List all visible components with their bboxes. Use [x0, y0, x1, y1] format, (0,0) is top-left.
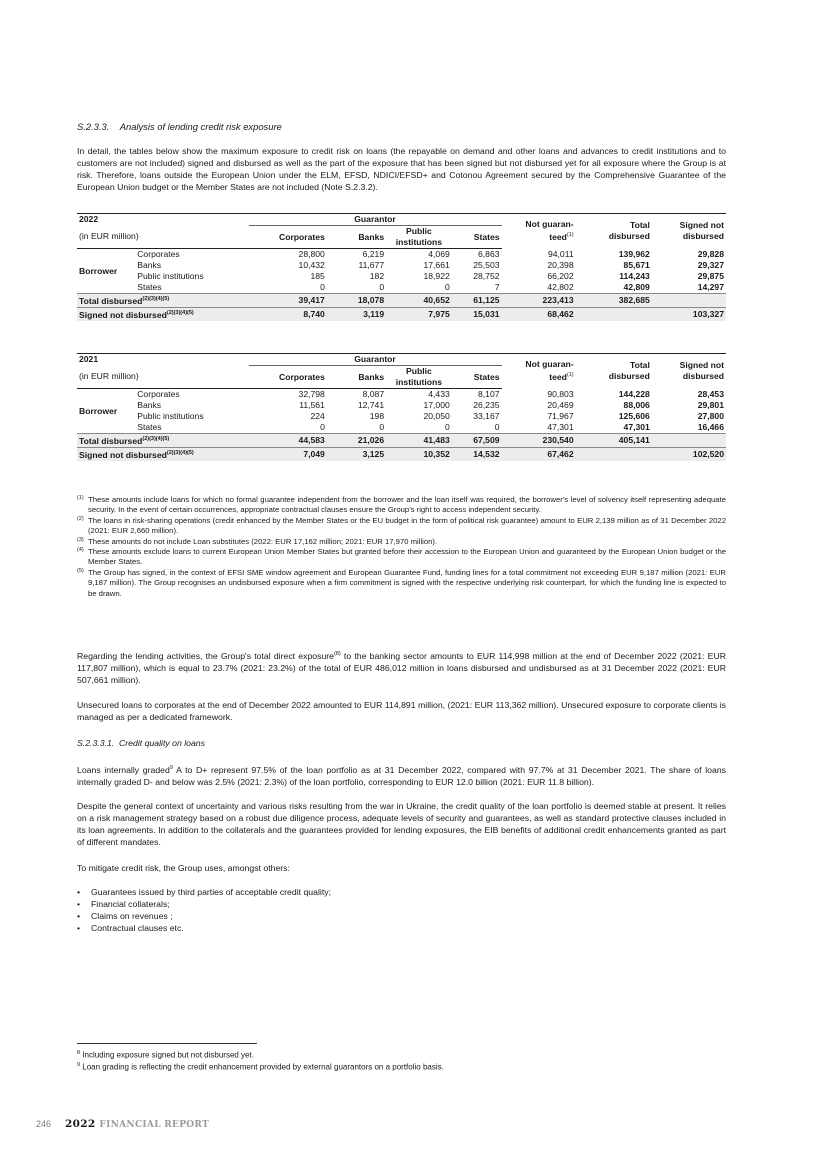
table-cell: 28,800 — [298, 249, 325, 259]
unit-label: (in EUR million) — [77, 366, 249, 389]
mitigation-intro: To mitigate credit risk, the Group uses, amongst others: — [77, 863, 290, 873]
table-cell: 7 — [494, 282, 500, 292]
total-disbursed-row — [77, 434, 726, 448]
table-cell: 16,466 — [697, 422, 724, 432]
table-cell: 18,922 — [423, 271, 450, 281]
table-cell: 71,967 — [547, 411, 574, 421]
table-cell: 14,297 — [697, 282, 724, 292]
table-cell: 102,520 — [652, 447, 726, 460]
table-row — [77, 389, 726, 401]
list-item: • Claims on revenues ; — [77, 910, 331, 922]
corporates-header: Corporates — [249, 226, 327, 249]
table-cell: 0 — [444, 282, 450, 292]
table-cell: 185 — [310, 271, 325, 281]
table-cell: 103,327 — [652, 307, 726, 320]
total-disbursed-row — [77, 294, 726, 308]
table-row — [77, 282, 726, 294]
not-guaranteed-header: Not guaran- teed$^{(1)}$ — [502, 214, 576, 249]
table-footnote: (4) These amounts exclude loans to current European Union Member States but granted before their accession to the European Union and guaranteed by the European Union budget or the Member States. — [77, 547, 726, 567]
table-cell: 94,011 — [547, 248, 574, 259]
context-paragraph: Despite the general context of uncertainty and various risks resulting from the war in Ukraine, the credit quality of the loan portfolio is deemed stable at present. It relies on a risk management strategy based on a robust due diligence process, adequate levels of security and guarantees, as well as standard protective clauses included in its loan agreements. In addition to the collaterals and the guarantees provided for lending exposures, the EIB benefits of additional credit enhancements granted as part of different mandates. — [77, 801, 726, 847]
footnote-separator — [77, 1043, 257, 1044]
table-cell: 3,125 — [327, 447, 386, 460]
states-header: States — [452, 366, 502, 389]
row-label: Signed not disbursed$^{(2)(3)(4)(5)}$ — [77, 447, 249, 460]
public-institutions-header: Public institutions — [386, 366, 452, 389]
table-cell: 85,671 — [623, 260, 650, 270]
table-cell: 0 — [379, 282, 385, 292]
table-cell: 0 — [494, 422, 500, 432]
table-cell: 182 — [369, 271, 385, 281]
table-cell — [576, 307, 652, 320]
list-item: • Contractual clauses etc. — [77, 922, 331, 934]
table-cell: 90,803 — [547, 388, 574, 399]
table-cell: 11,677 — [358, 260, 385, 270]
table-cell: 68,462 — [502, 307, 576, 320]
table-cell: 67,462 — [502, 447, 576, 460]
guarantor-header: Guarantor — [249, 214, 502, 226]
row-label: Signed not disbursed$^{(2)(3)(4)(5)}$ — [77, 307, 249, 320]
signed-not-disbursed-header: Signed not disbursed — [652, 354, 726, 389]
exposure-table-2021 — [77, 353, 726, 461]
table-row — [77, 271, 726, 282]
table-year: 2022 — [77, 214, 249, 226]
credit-quality-paragraph: Loans internally graded$^9$ A to D+ represent 97.5% of the loan portfolio as at 31 December 2022, compared with 97.7% at 31 December 2021. The share of loans internally graded D- and below was 2.5% (2021: 2.3%) of the loan portfolio, corresponding to EUR 12.0 billion (2021: EUR 11.8 billion). — [77, 764, 726, 787]
table-cell: 0 — [320, 422, 325, 432]
table-cell: 41,483 — [386, 434, 452, 448]
table-cell: 17,661 — [423, 260, 450, 270]
table-cell: 382,685 — [576, 294, 652, 308]
table-cell: 29,327 — [697, 260, 724, 270]
table-row — [77, 260, 726, 271]
table-cell: 44,583 — [249, 434, 327, 448]
signed-not-disbursed-header: Signed not disbursed — [652, 214, 726, 249]
row-label: Corporates — [137, 249, 180, 259]
table-cell: 14,532 — [452, 447, 502, 460]
table-cell: 125,606 — [618, 411, 650, 421]
table-cell: 26,235 — [473, 400, 500, 410]
table-cell: 20,398 — [547, 260, 574, 270]
table-cell: 114,243 — [619, 271, 650, 281]
row-label: States — [137, 282, 162, 292]
table-cell: 33,167 — [473, 411, 500, 421]
table-cell: 20,469 — [547, 400, 574, 410]
table-cell: 40,652 — [386, 294, 452, 308]
table-cell: 28,453 — [697, 388, 724, 399]
table-cell: 12,741 — [357, 400, 385, 410]
table-row — [77, 249, 726, 261]
banks-header: Banks — [327, 226, 386, 249]
table-cell: 88,006 — [623, 400, 650, 410]
table-cell — [652, 294, 726, 308]
section-title: S.2.3.3. Analysis of lending credit risk exposure — [77, 121, 282, 132]
table-footnote: (2) The loans in risk-sharing operations (credit enhanced by the Member States or the EU budget in the form of political risk guarantee) amount to EUR 2,139 million as of 31 December 2022 (2021: EUR 2,660 million). — [77, 515, 726, 536]
table-cell — [652, 434, 726, 448]
table-cell — [576, 447, 652, 460]
table-cell: 224 — [310, 411, 325, 421]
table-cell: 405,141 — [576, 434, 652, 448]
row-label: Public institutions — [137, 411, 204, 421]
exposure-table-2022 — [77, 213, 726, 321]
corporates-header: Corporates — [249, 366, 327, 389]
table-cell: 21,026 — [327, 434, 386, 448]
table-cell: 47,301 — [623, 422, 650, 432]
page-footnote-8: $^8$ Including exposure signed but not disbursed yet. — [77, 1050, 254, 1060]
table-footnote: (3) These amounts do not include Loan substitutes (2022: EUR 17,162 million; 2021: EUR 17,970 million). — [77, 536, 438, 546]
table-cell: 29,875 — [697, 271, 724, 281]
table-cell: 7,049 — [249, 447, 327, 460]
table-cell: 0 — [444, 422, 450, 432]
states-header: States — [452, 226, 502, 249]
row-label: States — [137, 422, 162, 432]
table-cell: 6,219 — [362, 249, 385, 259]
table-cell: 15,031 — [452, 307, 502, 320]
table-cell: 8,107 — [478, 389, 500, 399]
table-year: 2021 — [77, 354, 249, 366]
table-cell: 66,202 — [547, 271, 574, 281]
row-label: Total disbursed$^{(2)(3)(4)(5)}$ — [77, 294, 249, 308]
table-cell: 61,125 — [452, 294, 502, 308]
table-cell: 17,000 — [423, 400, 450, 410]
row-label: Public institutions — [137, 271, 204, 281]
table-footnotes — [77, 495, 726, 599]
table-cell: 139,962 — [618, 248, 650, 259]
intro-paragraph: In detail, the tables below show the maximum exposure to credit risk on loans (the repayable on demand and other loans and advances to credit institutions and to customers are not included) signed and disbursed as well as the part of the exposure that has been signed but not disbursed yet for all exposure where the Group is at risk. Therefore, loans outside the European Union under the ELM, EFSD, NDICI/EFSD+ and Cotonou Agreement secured by the Comprehensive Guarantee of the European Union budget or the Member States are not included (Note S.2.3.2). — [77, 146, 726, 192]
not-guaranteed-header: Not guaran- teed$^{(1)}$ — [502, 354, 576, 389]
table-cell: 198 — [369, 411, 385, 421]
guarantor-header: Guarantor — [249, 354, 502, 366]
total-disbursed-header: Total disbursed — [576, 214, 652, 249]
report-title: 2022 FINANCIAL REPORT — [65, 1118, 210, 1130]
list-item: • Financial collaterals; — [77, 898, 331, 910]
table-cell: 39,417 — [249, 294, 327, 308]
table-cell: 10,352 — [386, 447, 452, 460]
unit-label: (in EUR million) — [77, 226, 249, 249]
table-cell: 32,798 — [298, 389, 325, 399]
table-cell: 28,752 — [473, 271, 500, 281]
table-row — [77, 411, 726, 422]
banks-header: Banks — [327, 366, 386, 389]
page-footnote-9: $^9$ Loan grading is reflecting the credit enhancement provided by external guarantors on a portfolio basis. — [77, 1062, 444, 1072]
borrower-label: Borrower — [79, 405, 118, 416]
table-cell: 29,801 — [697, 400, 724, 410]
table-cell: 7,975 — [386, 307, 452, 320]
table-cell: 10,432 — [298, 260, 325, 270]
list-item: • Guarantees issued by third parties of acceptable credit quality; — [77, 886, 331, 898]
borrower-label: Borrower — [79, 265, 118, 276]
table-footnote: (1) These amounts include loans for which no formal guarantee independent from the borrower and the loan itself was required, the borrower's level of solvency itself representing adequate security. In the event of certain occurrences, appropriate contractual clauses ensure the Group's right to access independent security. — [77, 495, 726, 515]
subsection-title: S.2.3.3.1. Credit quality on loans — [77, 738, 205, 748]
table-row — [77, 400, 726, 411]
table-cell: 29,828 — [697, 248, 724, 259]
table-cell: 6,863 — [478, 249, 500, 259]
table-cell: 8,740 — [249, 307, 327, 320]
total-disbursed-header: Total disbursed — [576, 354, 652, 389]
signed-not-disbursed-row — [77, 307, 726, 320]
table-footnote: (5) The Group has signed, in the context of EFSI SME window agreement and European Guarantee Fund, funding lines for a total commitment not exceeding EUR 9,187 million (2021: EUR 9,187 million). The Group recognises an undisbursed exposure when a firm commitment is signed with the respective underlying risk counterpart, for which the funding line is expected to be drawn. — [77, 567, 726, 598]
table-cell: 4,433 — [428, 389, 450, 399]
table-cell: 67,509 — [452, 434, 502, 448]
mitigation-list — [77, 886, 331, 934]
table-cell: 11,561 — [299, 400, 325, 410]
table-cell: 223,413 — [502, 294, 576, 308]
table-cell: 0 — [379, 422, 385, 432]
row-label: Banks — [137, 400, 162, 410]
table-cell: 144,228 — [618, 388, 650, 399]
public-institutions-header: Public institutions — [386, 226, 452, 249]
table-cell: 47,301 — [547, 422, 574, 432]
table-cell: 42,802 — [547, 282, 574, 292]
table-cell: 230,540 — [502, 434, 576, 448]
table-cell: 18,078 — [327, 294, 386, 308]
banking-exposure-paragraph: Regarding the lending activities, the Group's total direct exposure$^{(8)}$ to the banking sector amounts to EUR 114,998 million at the end of December 2022 (2021: EUR 117,807 million), which is equal to 23.7% (2021: 23.2%) of the total of EUR 486,012 million in loans disbursed and undisbursed as at 31 December 2022 (2021: EUR 507,661 million). — [77, 650, 727, 685]
table-cell: 27,800 — [697, 411, 724, 421]
table-cell: 3,119 — [327, 307, 386, 320]
unsecured-loans-paragraph: Unsecured loans to corporates at the end of December 2022 amounted to EUR 114,891 million, (2021: EUR 113,362 million). Unsecured exposure to corporate clients is managed as per a dedicated framework. — [77, 700, 726, 722]
row-label: Corporates — [137, 389, 180, 399]
page-number: 246 — [36, 1119, 52, 1129]
table-row — [77, 422, 726, 434]
table-cell: 0 — [320, 282, 325, 292]
table-cell: 25,503 — [473, 260, 500, 270]
row-label: Total disbursed$^{(2)(3)(4)(5)}$ — [77, 434, 249, 448]
table-cell: 8,087 — [362, 389, 385, 399]
table-cell: 20,050 — [423, 411, 450, 421]
table-cell: 42,809 — [623, 282, 650, 292]
signed-not-disbursed-row — [77, 447, 726, 460]
table-cell: 4,069 — [428, 249, 450, 259]
row-label: Banks — [137, 260, 162, 270]
